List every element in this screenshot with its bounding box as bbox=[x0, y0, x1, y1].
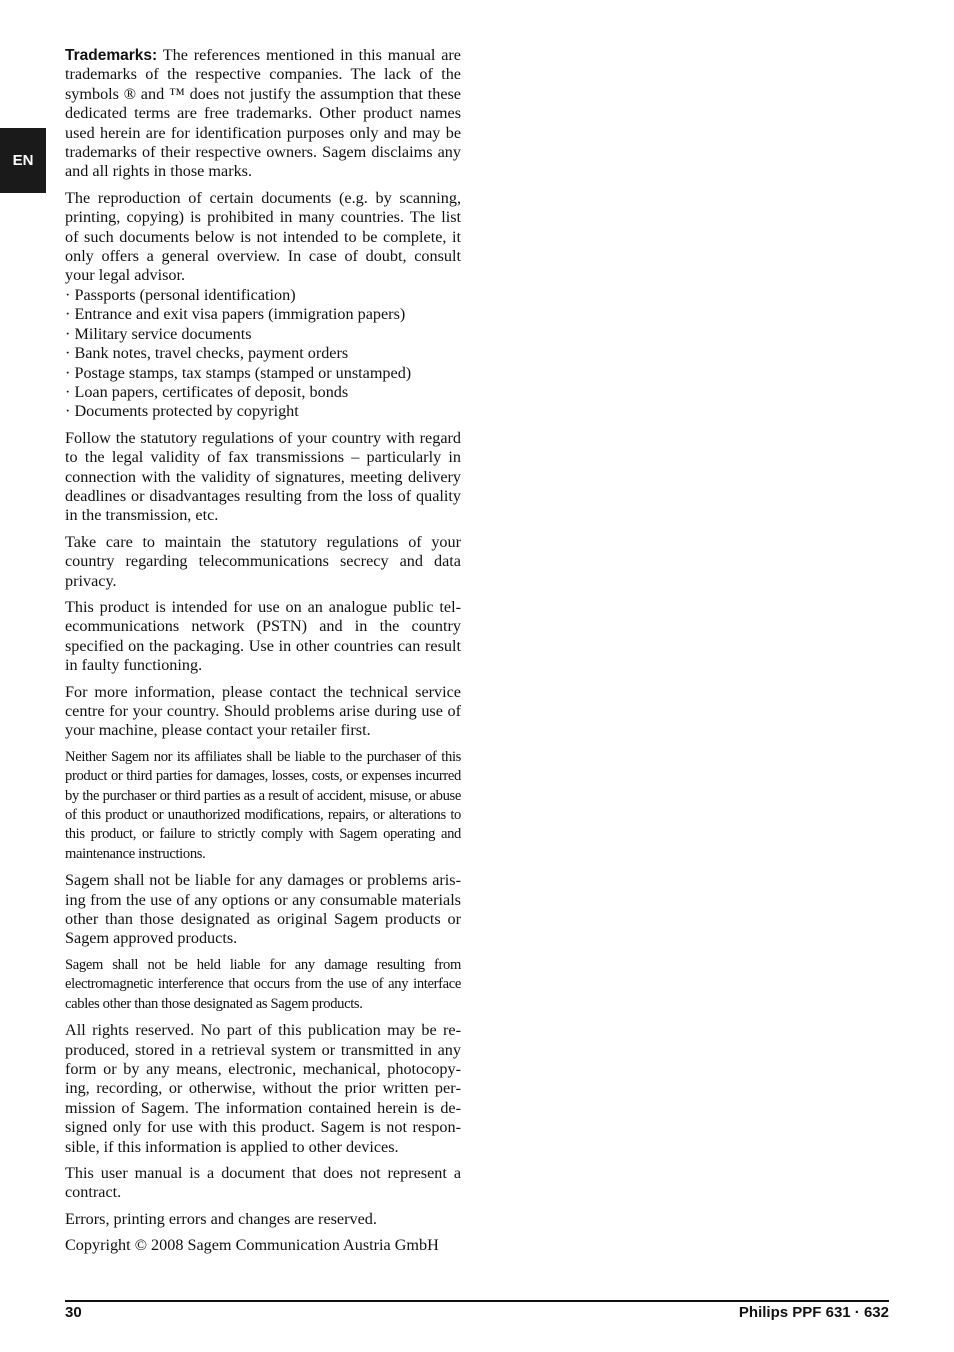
prohibited-documents-list bbox=[65, 286, 461, 422]
consumables-paragraph: Sagem shall not be liable for any damages or problems arising from the use of any options or any consumable materials other than those designated as original Sagem products or Sagem approved products. bbox=[65, 871, 461, 948]
trademarks-paragraph bbox=[65, 46, 461, 182]
list-item: · Entrance and exit visa papers (immigration papers) bbox=[65, 305, 461, 324]
footer-divider bbox=[65, 1300, 889, 1302]
list-item: · Passports (personal identification) bbox=[65, 286, 461, 305]
fax-regulations-paragraph: Follow the statutory regulations of your country with regard to the legal validity of fax transmissions – particularly in connection with the validity of signatures, meeting delivery deadlines or disadvantages resulting from the loss of quality in the transmission, etc. bbox=[65, 428, 461, 525]
rights-paragraph: All rights reserved. No part of this publication may be reproduced, stored in a retrieval system or transmitted in any form or by any means, electronic, mechanical, photocopying, recording, or otherwise, without the prior written permission of Sagem. The information contained herein is designed only for use with this product. Sagem is not responsible, if this information is applied to other devices. bbox=[65, 1021, 461, 1156]
pstn-paragraph: This product is intended for use on an analogue public telecommunications network (PSTN) and in the country specified on the packaging. Use in other countries can result in faulty functioning. bbox=[65, 597, 461, 675]
copyright-paragraph: Copyright © 2008 Sagem Communication Austria GmbH bbox=[65, 1236, 439, 1255]
emi-paragraph: Sagem shall not be held liable for any damage resulting from electromagnetic interference that occurs from the use of any interface cables other than those designated as Sagem products. bbox=[65, 956, 461, 1012]
contract-paragraph: This user manual is a document that does not represent a contract. bbox=[65, 1163, 461, 1202]
list-item: · Documents protected by copyright bbox=[65, 402, 461, 421]
list-item: · Bank notes, travel checks, payment orders bbox=[65, 344, 461, 363]
list-item: · Postage stamps, tax stamps (stamped or unstamped) bbox=[65, 364, 461, 383]
language-tab: EN bbox=[0, 128, 46, 193]
list-item: · Loan papers, certificates of deposit, bonds bbox=[65, 383, 461, 402]
trademarks-text: The references mentioned in this manual are trademarks of the respective companies. The lack of the symbols ® and ™ does not justify the assumption that these dedicated terms are free trademarks. Other product names used herein are for identification purposes only and may be trademarks of their respective owners. Sagem disclaims any and all rights in those marks. bbox=[65, 46, 461, 181]
product-name: Philips PPF 631 · 632 bbox=[738, 1304, 889, 1321]
errors-paragraph: Errors, printing errors and changes are reserved. bbox=[65, 1209, 377, 1228]
reproduction-intro: The reproduction of certain documents (e.g. by scanning, printing, copying) is prohibited in many countries. The list of such documents below is not intended to be complete, it only offers a general overview. In case of doubt, consult your legal advisor. bbox=[65, 188, 461, 285]
privacy-paragraph: Take care to maintain the statutory regulations of your country regarding telecommunications secrecy and data privacy. bbox=[65, 532, 461, 590]
main-text-column bbox=[65, 46, 461, 1263]
list-item: · Military service documents bbox=[65, 325, 461, 344]
liability-paragraph: Neither Sagem nor its affiliates shall be liable to the purchaser of this product or third parties for damages, losses, costs, or expenses incurred by the purchaser or third parties as a result of accident, misuse, or abuse of this product or unauthorized modifications, repairs, or alterations to this product, or failure to strictly comply with Sagem operating and maintenance instructions. bbox=[65, 748, 461, 862]
service-paragraph: For more information, please contact the technical service centre for your country. Should problems arise during use of your machine, please contact your retailer first. bbox=[65, 682, 461, 740]
page-number: 30 bbox=[65, 1304, 82, 1321]
trademarks-label: Trademarks: bbox=[65, 47, 158, 64]
